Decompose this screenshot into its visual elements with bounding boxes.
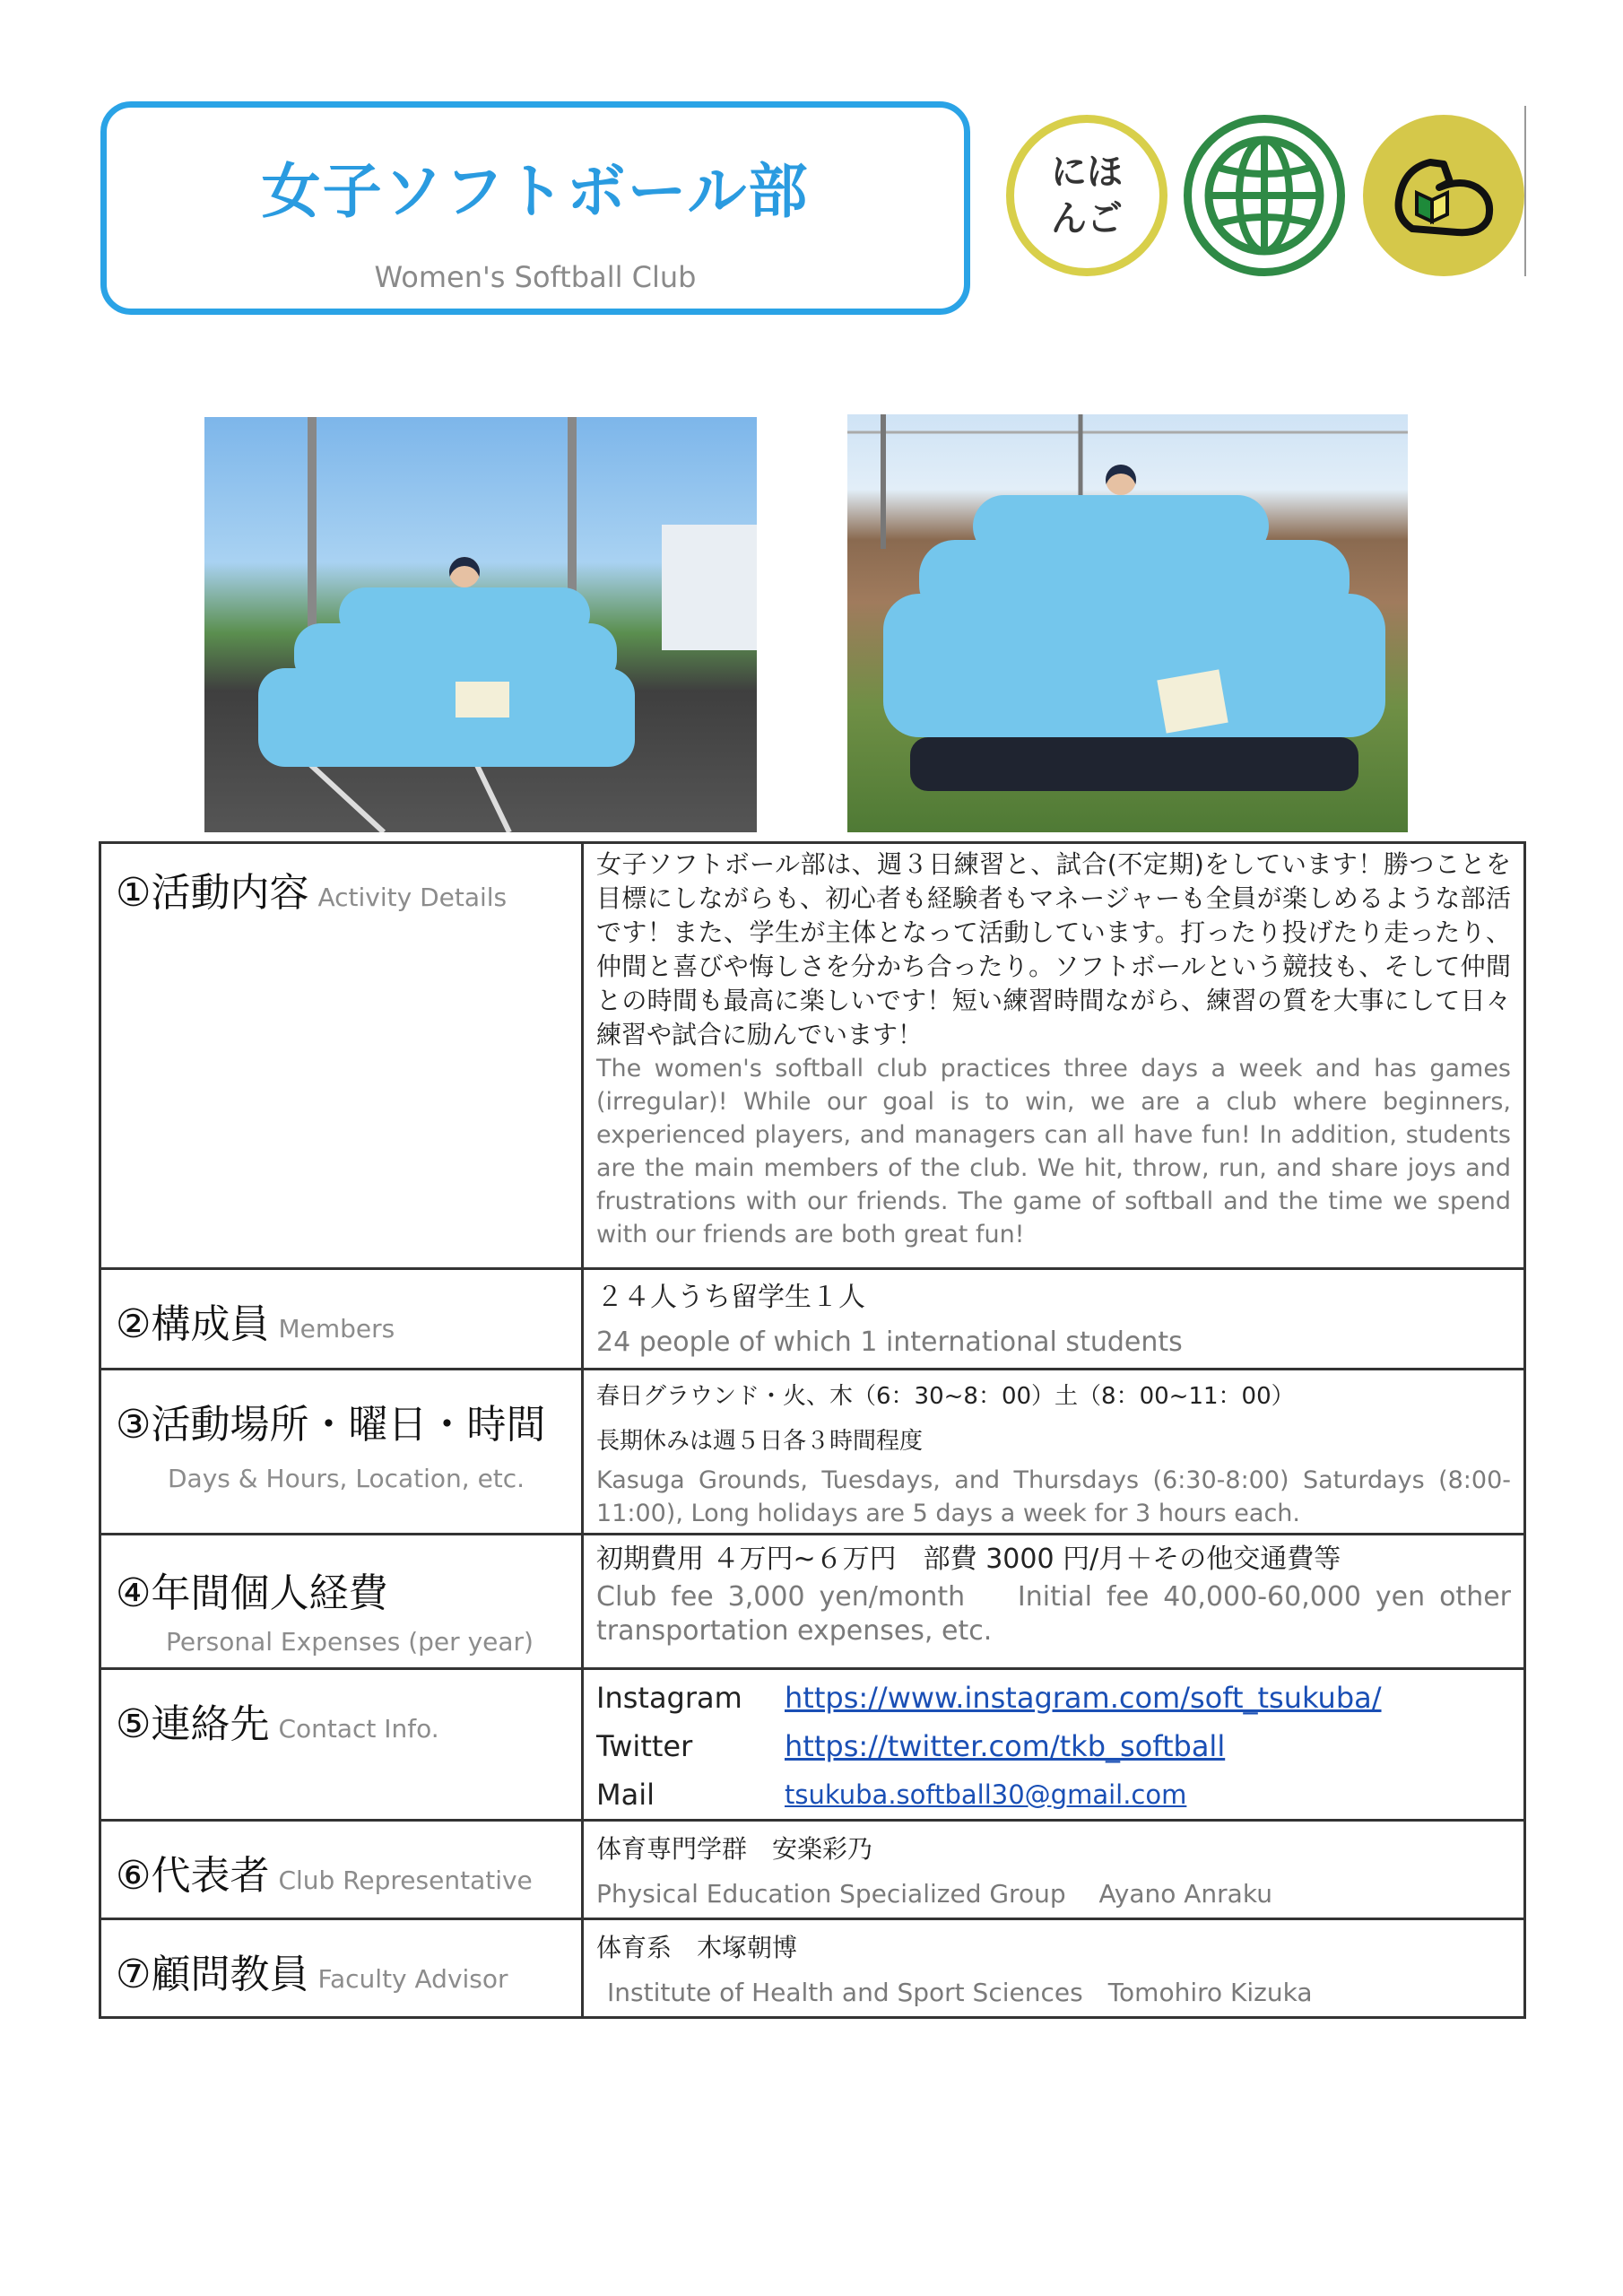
- page-subtitle: Women's Softball Club: [374, 260, 697, 294]
- expenses-label-en: Personal Expenses (per year): [166, 1627, 534, 1657]
- contact-label: ⑤連絡先: [116, 1701, 270, 1747]
- advisor-row: [100, 1919, 1525, 2018]
- expenses-label: ④年間個人経費: [116, 1570, 388, 1616]
- contact-row: [100, 1669, 1525, 1821]
- activity-label: ①活動内容: [116, 870, 309, 916]
- globe-icon: [1184, 115, 1345, 276]
- activity-label-en: Activity Details: [317, 883, 508, 912]
- team-celebration-photo: [847, 414, 1408, 832]
- members-label-en: Members: [278, 1314, 395, 1344]
- members-row: [100, 1269, 1525, 1370]
- advisor-label: ⑦顧問教員: [116, 1952, 309, 1997]
- info-table: [99, 841, 1526, 2019]
- representative-label-en: Club Representative: [278, 1866, 533, 1895]
- schedule-label: ③活動場所・曜日・時間: [116, 1402, 546, 1448]
- schedule-text-jp2: 長期休みは週５日各３時間程度: [596, 1428, 924, 1455]
- mail-row: [596, 1770, 1511, 1819]
- twitter-row: [596, 1722, 1511, 1770]
- mail-label: Mail: [596, 1778, 655, 1812]
- beginner-muscle-icon: [1363, 115, 1524, 276]
- members-text-en: 24 people of which 1 international students: [596, 1326, 1183, 1358]
- schedule-text-en: Kasuga Grounds, Tuesdays, and Thursdays (6:30-8:00) Saturdays (8:00-11:00), Long holidays are 5 days a week for 3 hours each.: [596, 1466, 1511, 1527]
- representative-text-jp: 体育専門学群 安楽彩乃: [596, 1834, 873, 1864]
- representative-text-en: Physical Education Specialized Group Ayano Anraku: [596, 1879, 1272, 1909]
- twitter-link[interactable]: https://twitter.com/tkb_softball: [785, 1729, 1226, 1763]
- title-box: [100, 101, 970, 315]
- activity-text-en: The women's softball club practices three days a week and has games (irregular)! While our goal is to win, we are a club where beginners, experienced players, and managers can all have fun! In addition, students are the main members of the club. We hit, throw, run, and share joys and frustrations with our friends. The game of softball and the time we spend with our friends are both great fun!: [596, 1055, 1511, 1248]
- nihongo-badge-text: にほ んご: [1051, 152, 1123, 239]
- members-text-jp: ２４人うち留学生１人: [596, 1282, 865, 1313]
- team-photo: [204, 417, 757, 832]
- activity-row: [100, 843, 1525, 1269]
- expenses-text-en: Club fee 3,000 yen/month Initial fee 40,000-60,000 yen other transportation expenses, etc.: [596, 1581, 1511, 1647]
- schedule-label-en: Days & Hours, Location, etc.: [168, 1464, 525, 1493]
- advisor-text-jp: 体育系 木塚朝博: [596, 1933, 798, 1962]
- nihongo-badge-icon: [1006, 115, 1167, 276]
- divider: [1524, 106, 1526, 276]
- twitter-label: Twitter: [596, 1729, 693, 1763]
- advisor-text-en: Institute of Health and Sport Sciences Tomohiro Kizuka: [607, 1978, 1313, 2007]
- expenses-text-jp: 初期費用 ４万円~６万円 部費 3000 円/月＋その他交通費等: [596, 1544, 1341, 1575]
- expenses-row: [100, 1535, 1525, 1669]
- instagram-row: [596, 1674, 1511, 1722]
- schedule-text-jp1: 春日グラウンド・火、木（6：30~8：00）土（8：00~11：00）: [596, 1383, 1295, 1410]
- representative-label: ⑥代表者: [116, 1853, 270, 1899]
- mail-link[interactable]: tsukuba.softball30@gmail.com: [785, 1779, 1187, 1810]
- contact-label-en: Contact Info.: [278, 1714, 439, 1744]
- instagram-label: Instagram: [596, 1681, 742, 1715]
- schedule-row: [100, 1370, 1525, 1535]
- activity-text-jp: 女子ソフトボール部は、週３日練習と、試合(不定期)をしています！勝つことを目標にしながらも、初心者も経験者もマネージャーも全員が楽しめるような部活です！また、学生が主体となって活動しています。打ったり投げたり走ったり、仲間と喜びや悔しさを分かち合ったり。ソフトボールという競技も、そして仲間との時間も最高に楽しいです！短い練習時間ながら、練習の質を大事にして日々練習や試合に励んでいます！: [596, 849, 1511, 1049]
- representative-row: [100, 1821, 1525, 1919]
- members-label: ②構成員: [116, 1301, 270, 1347]
- advisor-label-en: Faculty Advisor: [317, 1964, 508, 1994]
- page-title: 女子ソフトボール部: [261, 157, 810, 226]
- instagram-link[interactable]: https://www.instagram.com/soft_tsukuba/: [785, 1681, 1382, 1715]
